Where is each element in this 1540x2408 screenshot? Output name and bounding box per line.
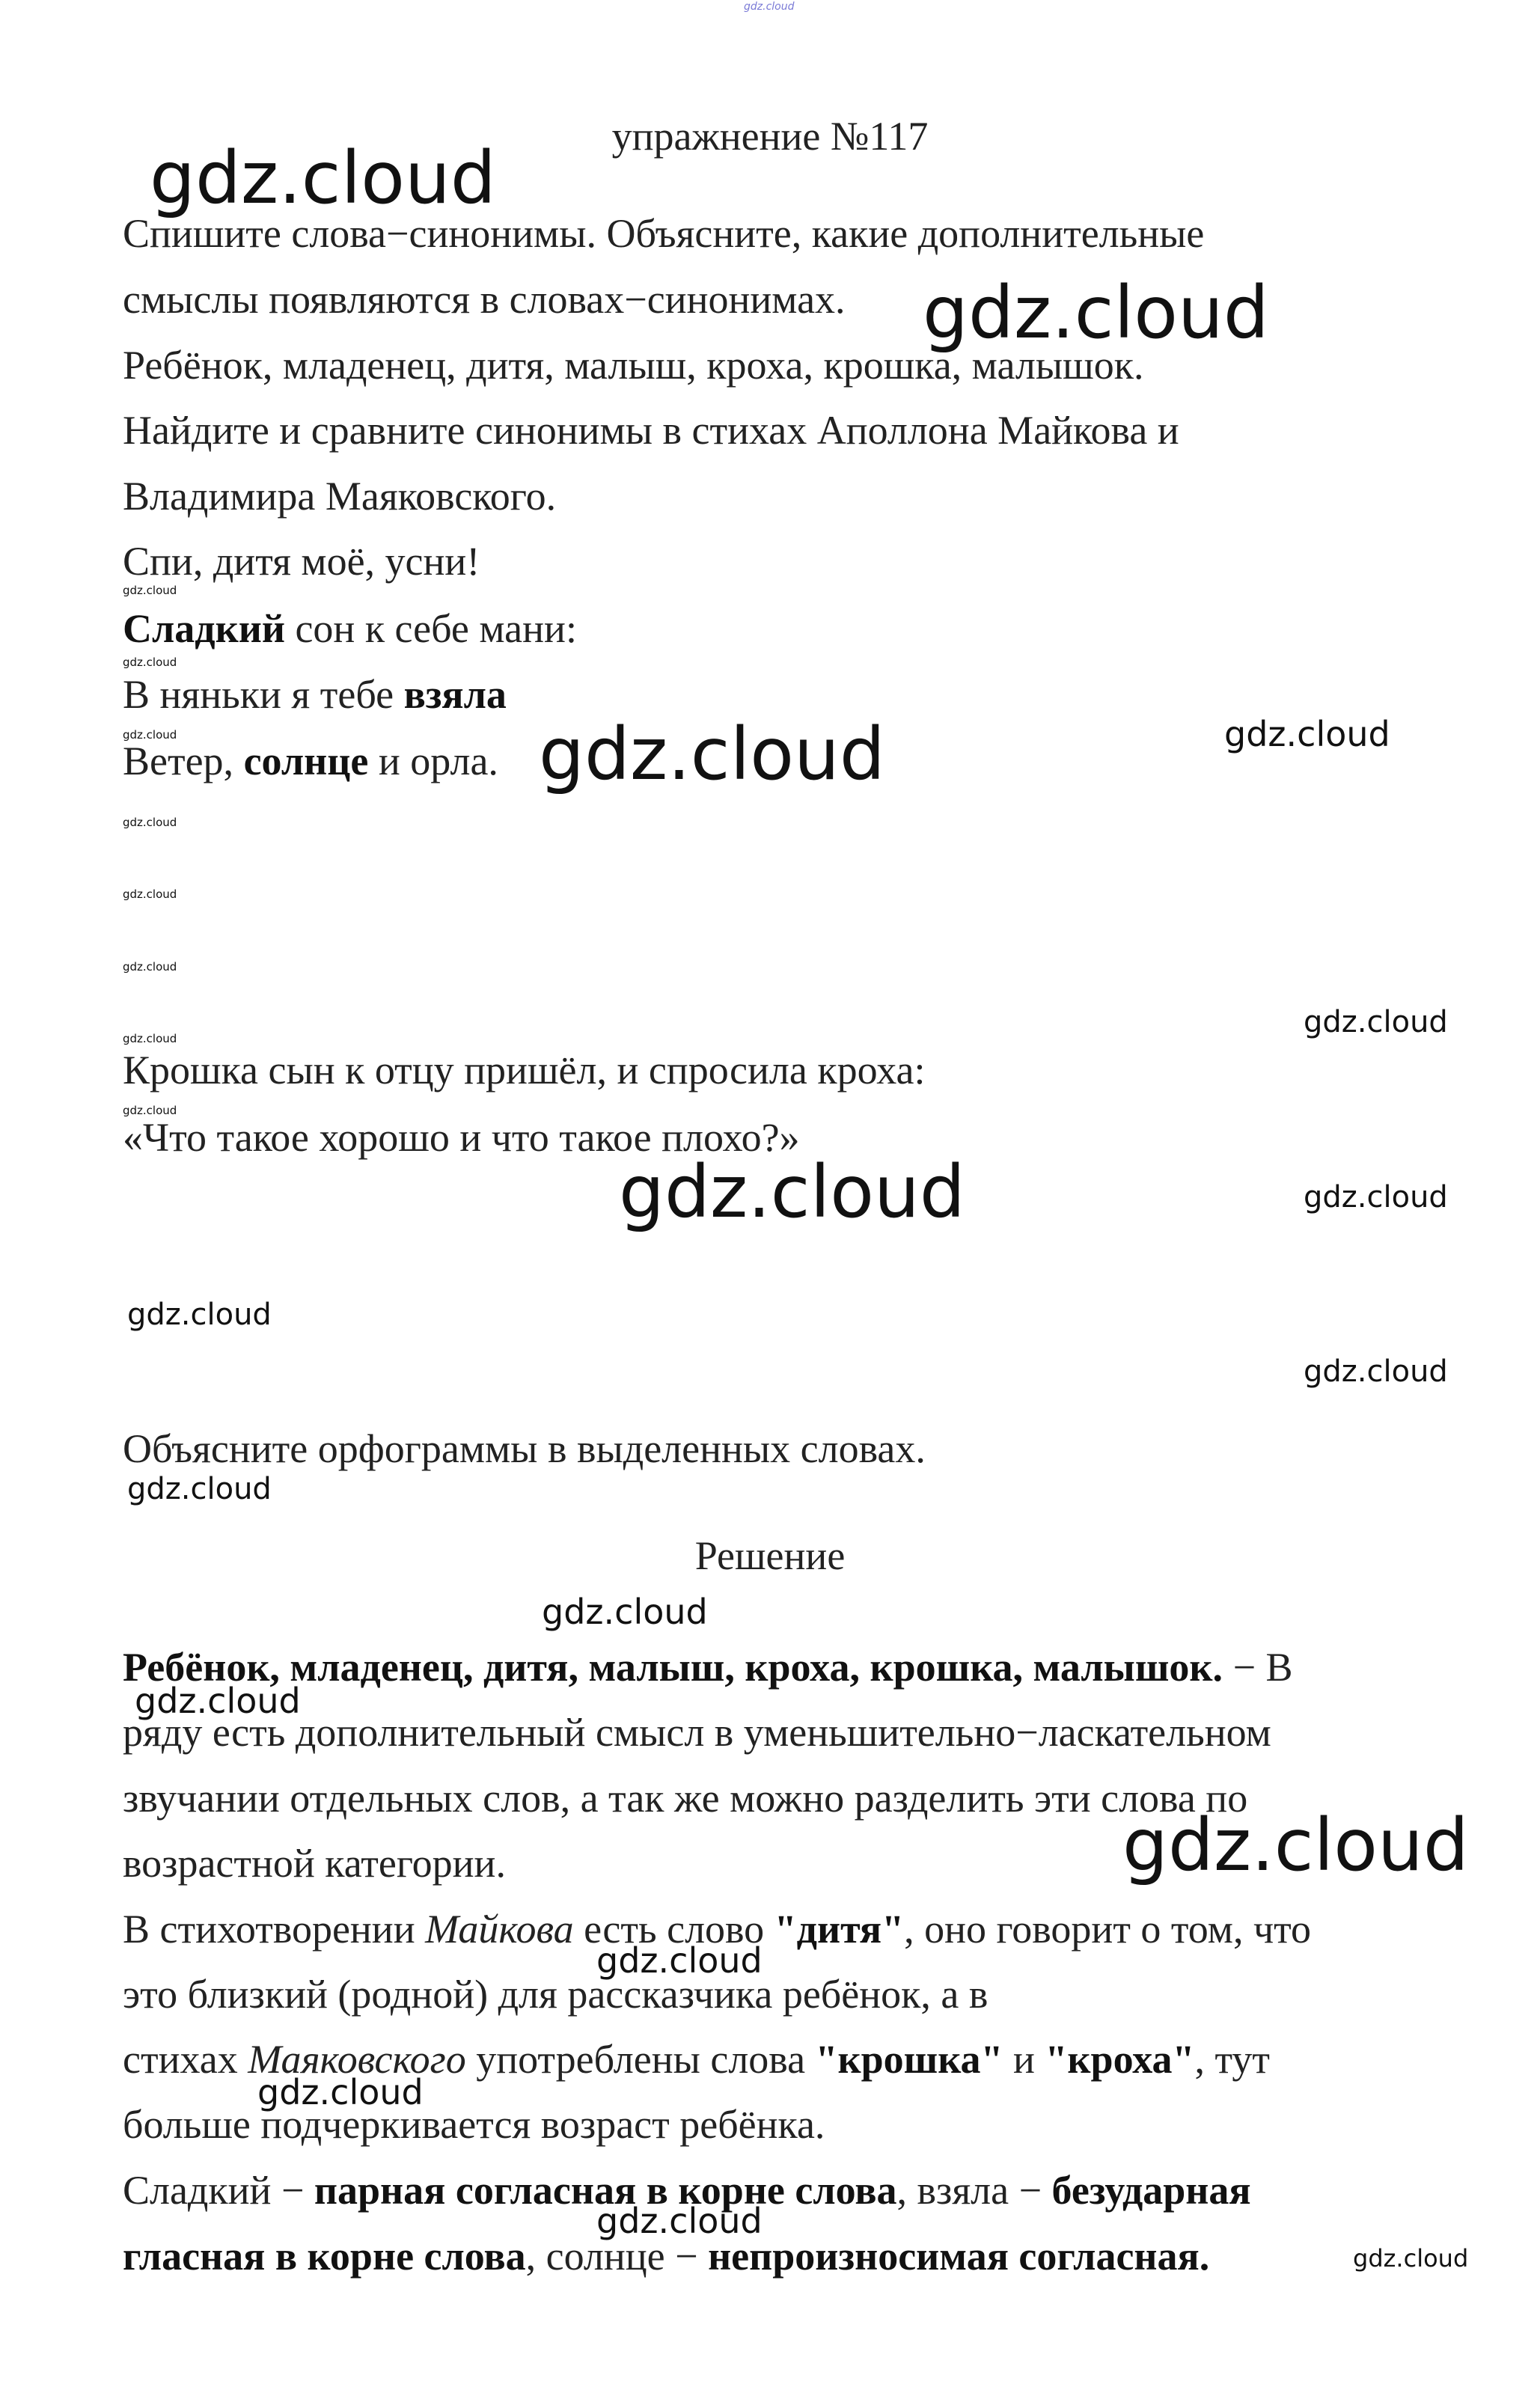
solution-p2-line-2: это близкий (родной) для рассказчика ребёнок, а в [123,1972,989,2017]
watermark-small-2: gdz.cloud [1304,1180,1448,1214]
watermark-tiny-7: gdz.cloud [123,1032,177,1045]
exercise-title: упражнение №117 [611,114,929,159]
solution-p1-dash: − В [1223,1645,1293,1690]
solution-p2-text-b: есть слово [573,1907,774,1952]
task-line-2: смыслы появляются в словах−синонимах. [123,277,846,322]
poem1-line-4-end: и орла. [368,739,498,783]
poem1-line-4-start: Ветер, [123,739,244,783]
watermark-small-4: gdz.cloud [1304,1354,1448,1389]
solution-p2-text-a: В стихотворении [123,1907,426,1952]
solution-p2-line3-a: стихах [123,2037,248,2082]
solution-p1-line-3: звучании отдельных слов, а так же можно разделить эти слова по [123,1776,1248,1821]
watermark-large-4: gdz.cloud [619,1150,965,1234]
poem2-line-1: Крошка сын к отцу пришёл, и спросила кроха: [123,1048,926,1093]
solution-p2-line3-c: и [1003,2037,1045,2082]
watermark-tiny-8: gdz.cloud [123,1104,177,1117]
watermark-medium-2: gdz.cloud [542,1592,708,1632]
bold-word-solntse: солнце [243,739,369,783]
task-line-5: Владимира Маяковского. [123,474,557,519]
watermark-large-3: gdz.cloud [539,712,885,796]
watermark-tiny-1: gdz.cloud [123,584,177,597]
poem2-line-2: «Что такое хорошо и что такое плохо?» [123,1115,800,1160]
task2-line-1: Объясните орфограммы в выделенных словах. [123,1426,926,1471]
author-mayakovsky: Маяковского [248,2037,466,2082]
rule-unstressed-vowel-part1: безударная [1051,2168,1251,2213]
solution-p3-a: Сладкий − [123,2168,314,2213]
watermark-top: gdz.cloud [744,1,795,13]
solution-p2-text-c: , оно говорит о том, что [904,1907,1311,1952]
solution-p3-f: , солнце − [525,2234,709,2279]
rule-silent-consonant: непроизносимая согласная. [708,2234,1210,2279]
bold-word-vzyala: взяла [403,672,507,717]
task-line-4: Найдите и сравните синонимы в стихах Аполлона Майкова и [123,408,1179,453]
watermark-small-3: gdz.cloud [127,1298,272,1332]
watermark-small-6: gdz.cloud [1353,2244,1469,2273]
synonyms-list: Ребёнок, младенец, дитя, малыш, кроха, крошка, малышок. [123,1645,1223,1690]
quoted-word-ditya: "дитя" [774,1907,905,1952]
watermark-tiny-3: gdz.cloud [123,728,177,742]
poem1-line-2-text: сон к себе мани: [284,606,577,651]
watermark-small-5: gdz.cloud [127,1472,272,1506]
poem1-line-4 [123,737,498,785]
watermark-medium-3: gdz.cloud [135,1681,301,1721]
bold-word-sladkiy: Сладкий [123,606,285,651]
watermark-medium-6: gdz.cloud [596,2201,763,2241]
solution-p1-line-2: ряду есть дополнительный смысл в уменьшительно−ласкательном [123,1710,1271,1755]
solution-p1-line-4: возрастной категории. [123,1841,506,1886]
poem1-line-2 [123,605,577,653]
watermark-tiny-2: gdz.cloud [123,656,177,669]
watermark-tiny-4: gdz.cloud [123,816,177,829]
watermark-tiny-5: gdz.cloud [123,887,177,901]
poem1-line-1: Спи, дитя моё, усни! [123,539,480,584]
task-line-3: Ребёнок, младенец, дитя, малыш, кроха, крошка, малышок. [123,343,1144,388]
rule-paired-consonant: парная согласная в корне слова [314,2168,897,2213]
solution-p2-line-4: больше подчеркивается возраст ребёнка. [123,2102,825,2147]
solution-p3-c: , взяла − [896,2168,1052,2213]
quoted-word-kroshka: "крошка" [815,2037,1003,2082]
watermark-large-5: gdz.cloud [1122,1803,1469,1887]
watermark-large-1: gdz.cloud [150,136,496,220]
watermark-small-1: gdz.cloud [1304,1005,1448,1039]
solution-p2-line3-d: , тут [1194,2037,1271,2082]
watermark-tiny-6: gdz.cloud [123,960,177,974]
watermark-medium-5: gdz.cloud [257,2072,424,2112]
watermark-large-2: gdz.cloud [923,271,1269,355]
poem1-line-3 [123,670,507,718]
author-maykov: Майкова [425,1907,574,1952]
quoted-word-kroha: "кроха" [1045,2037,1195,2082]
watermark-medium-4: gdz.cloud [596,1940,763,1981]
task-line-1: Спишите слова−синонимы. Объясните, какие дополнительные [123,211,1205,256]
solution-heading: Решение [694,1533,846,1578]
rule-unstressed-vowel-part2: гласная в корне слова [123,2234,526,2279]
solution-p2-line3-b: употреблены слова [465,2037,816,2082]
poem1-line-3-text: В няньки я тебе [123,672,404,717]
watermark-medium-1: gdz.cloud [1224,714,1390,754]
